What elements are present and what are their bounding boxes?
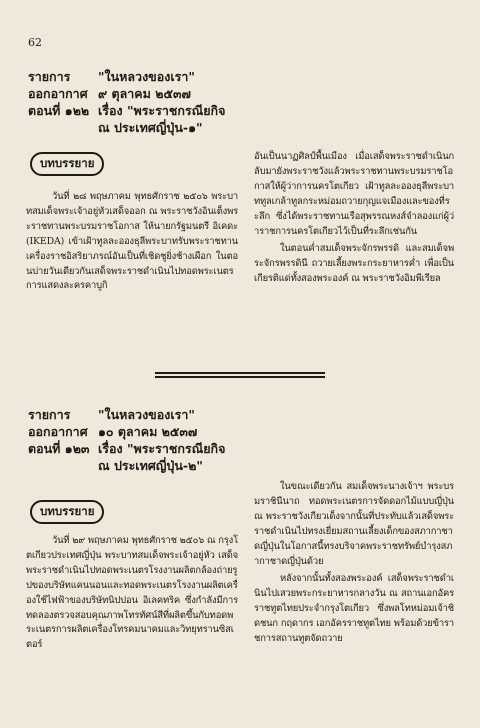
narration-left-2 bbox=[26, 534, 238, 653]
page-number: 62 bbox=[28, 36, 42, 49]
air-date: ๙ ตุลาคม ๒๕๓๗ bbox=[98, 86, 191, 101]
section-divider bbox=[155, 372, 325, 378]
paragraph: อันเป็นนาฏศิลป์พื้นเมือง เมื่อเสด็จพระราชดำเนินกลับมายังพระราชวังแล้วพระราชทานพระบรมราชโอกาสให้ผู้ว่าการนครโตเกียว เฝ้าทูลละอองธุลีพระบาททูลเกล้าทูลกระหม่อมถวายกุญแจเมืองและของที่ระลึก ซึ่งได้พระราชทานเรือสุพรรณหงส์จำลองแก่ผู้ว่าราชการนครโตเกียวไว้เป็นที่ระลึกเช่นกัน bbox=[254, 151, 454, 237]
air-date: ๑๐ ตุลาคม ๒๕๓๗ bbox=[98, 424, 198, 439]
narration-left-1 bbox=[26, 190, 238, 294]
episode-header-1 bbox=[28, 68, 268, 136]
episode-subject: เรื่อง "พระราชกรณียกิจ bbox=[98, 441, 226, 456]
paragraph: วันที่ ๒๙ พฤษภาคม พุทธศักราช ๒๕๐๖ ณ กรุงโตเกียวประเทศญี่ปุ่น พระบาทสมเด็จพระเจ้าอยู่หัว เสด็จพระราชดำเนินไปทอดพระเนตรโรงงานผลิตกล้องถ่ายรูปของบริษัทแคนนอนและทอดพระเนตรโรงงานผลิตเครื่องใช้ไฟฟ้าของบริษัทนิปปอน อิเลคทริค ซึ่งกำลังมีการทดลองตรวจสอบคุณภาพโทรทัศน์สีที่ผลิตขึ้นกับทอดพระเนตรการผลิตเครื่องโทรคมนาคมและวิทยุทรานซิสเตอร์ bbox=[26, 535, 238, 651]
episode-subject-cont: ณ ประเทศญี่ปุ่น-๒" bbox=[98, 458, 203, 473]
paragraph: หลังจากนั้นทั้งสองพระองค์ เสด็จพระราชดำเนินไปเสวยพระกระยาหารกลางวัน ณ สถานเอกอัครราชทูตไทยประจำกรุงโตเกียว ซึ่งพลโทหม่อมเจ้าชิดชนก กฤดากร เอกอัครราชทูตไทย พร้อมด้วยข้าราชการสถานทูตจัดถวาย bbox=[254, 573, 454, 645]
paragraph: ในขณะเดียวกัน สมเด็จพระนางเจ้าฯ พระบรมราชินีนาถ ทอดพระเนตรการจัดดอกไม้แบบญี่ปุ่น ณ พระราชวังเกียวเด็งจากนั้นที่ประทับแล้วเสด็จพระราชดำเนินไปทรงเยี่ยมสถานเลี้ยงเด็กของสภากาชาดญี่ปุ่นในโอกาสนี้ทรงบริจาคพระราชทรัพย์บำรุงสภากาชาดญี่ปุ่นด้วย bbox=[254, 481, 454, 567]
episode-subject-cont: ณ ประเทศญี่ปุ่น-๑" bbox=[98, 120, 203, 135]
episode-header-2 bbox=[28, 406, 268, 474]
air-label: ออกอากาศ bbox=[28, 424, 88, 439]
episode-label: ตอนที่ ๑๒๓ bbox=[28, 441, 90, 456]
program-title: "ในหลวงของเรา" bbox=[98, 407, 195, 422]
episode-subject: เรื่อง "พระราชกรณียกิจ bbox=[98, 103, 226, 118]
air-label: ออกอากาศ bbox=[28, 86, 88, 101]
paragraph: วันที่ ๒๘ พฤษภาคม พุทธศักราช ๒๕๐๖ พระบาทสมเด็จพระเจ้าอยู่หัวเสด็จออก ณ พระราชวังอินเต็งพระราชทานพระบรมราชโอกาส ให้นายกรัฐมนตรี อิเคดะ (IKEDA) เข้าเฝ้าทูลละอองธุลีพระบาทรับพระราชทานเครื่องราชอิสริยาภรณ์อันเป็นที่เชิดชูยิ่งช้างเผือก ในตอนบ่ายวันเดียวกันเสด็จพระราชดำเนินไปทอดพระเนตรการแสดงละครคาบูกิ bbox=[26, 191, 238, 292]
paragraph: ในตอนค่ำสมเด็จพระจักรพรรดิ และสมเด็จพระจักรพรรดินี ถวายเลี้ยงพระกระยาหารค่ำ เพื่อเป็นเกียรติแด่ทั้งสองพระองค์ ณ พระราชวังอิมพีเรียล bbox=[254, 243, 454, 285]
episode-label: ตอนที่ ๑๒๒ bbox=[28, 103, 90, 118]
narration-badge-2: บทบรรยาย bbox=[30, 500, 104, 524]
narration-badge-1: บทบรรยาย bbox=[30, 152, 104, 176]
program-label: รายการ bbox=[28, 407, 71, 422]
program-title: "ในหลวงของเรา" bbox=[98, 69, 195, 84]
program-label: รายการ bbox=[28, 69, 71, 84]
narration-right-1 bbox=[254, 150, 454, 287]
narration-right-2 bbox=[254, 480, 454, 647]
